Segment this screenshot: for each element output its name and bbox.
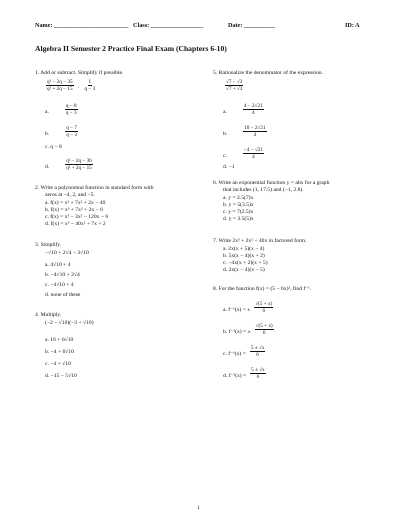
question-5-stem: 5. Rationalize the denominator of the expression. (213, 70, 323, 76)
question-1-expression (46, 76, 96, 94)
name-field: Name: ________________________ (35, 22, 129, 29)
q5-c-den: 4 (252, 153, 255, 160)
q8-d-den: 6 (256, 373, 260, 380)
q5-option-a (223, 100, 264, 118)
q4-option-a: a. 16 + 6√10 (45, 337, 74, 343)
q5-b-num: 10 − 2√21 (244, 124, 266, 131)
q1-expr-den1: q² + 2q − 15 (47, 85, 73, 92)
question-8-stem: 8. For the function f(x) = (5 − 6x)², find f⁻¹. (213, 286, 312, 292)
q6-option-b: b. y = 5(3.5)x (223, 202, 254, 208)
date-field: Date: __________ (228, 22, 275, 29)
q5-c-label: c. (223, 153, 227, 159)
q1-a-label: a. (45, 109, 49, 115)
q1-option-c: c. q − 8 (45, 144, 62, 150)
q8-option-d (223, 364, 266, 382)
question-2-stem-2: zeros at −4, 2, and −5. (45, 192, 95, 198)
q7-option-b: b. 5x(x − 4)(x + 2) (223, 253, 265, 259)
question-3-stem: 3. Simplify. (35, 242, 62, 248)
q8-d-num: 5 ± √x (251, 366, 265, 373)
q8-option-a (223, 298, 273, 316)
q1-a-den: q − 3 (65, 109, 77, 116)
question-4-expression: (−2 − √10)(−3 + √10) (45, 320, 94, 326)
q2-option-d: d. f(x) = x³ − 40x² + 7x + 2 (45, 221, 106, 227)
q8-d-label: d. f⁻¹(x) = (223, 373, 247, 379)
q5-b-den: 4 (253, 131, 257, 138)
class-field: Class: _________________ (133, 22, 204, 29)
q1-d-den: q² + 2q − 15 (66, 164, 92, 171)
q3-option-b: b. −4√10 + 2√4 (45, 272, 80, 278)
q6-option-a: a. y = 2.5(7)x (223, 195, 254, 201)
id-field: ID: A (345, 22, 360, 29)
q5-option-c (223, 144, 264, 162)
question-5-expression (225, 76, 243, 94)
q8-a-num: √(5 + x) (255, 300, 273, 307)
q8-b-num: √(5 + x) (255, 322, 273, 329)
exam-title: Algebra II Semester 2 Practice Final Exam (Chapters 6-10) (35, 44, 227, 53)
q8-a-den: 6 (262, 307, 266, 314)
q1-expr-num1: q² − 2q − 35 (47, 78, 73, 85)
q5-b-label: b. (223, 131, 228, 137)
q4-option-b: b. −4 + 6√10 (45, 349, 74, 355)
q7-option-a: a. 2x(x + 5)(x − 4) (223, 246, 265, 252)
q4-option-d: d. −15 − 5√10 (45, 373, 77, 379)
q8-c-label: c. f⁻¹(x) = (223, 351, 246, 357)
q8-option-c (223, 342, 265, 360)
q1-option-a (45, 100, 78, 118)
q5-expr-num: √7 − √3 (226, 78, 243, 85)
q1-d-num: q² − 2q − 36 (66, 157, 92, 164)
q5-a-num: 4 − 2√21 (243, 102, 263, 109)
q8-b-label: b. f⁻¹(x) = ± (223, 329, 251, 335)
question-3-expression: −√10 + 2√4 − 3√10 (45, 250, 89, 256)
q3-option-d: d. none of these (45, 292, 81, 298)
q3-option-a: a. 4√10 + 4 (45, 262, 71, 268)
q1-d-label: d. (45, 164, 50, 170)
q1-option-d (45, 155, 93, 173)
question-6-stem: 6. Write an exponential function y = abx for a graph (213, 180, 330, 186)
q7-option-d: d. 2x(x − 4)(x − 5) (223, 267, 265, 273)
question-4-stem: 4. Multiply. (35, 312, 62, 318)
question-1-stem: 1. Add or subtract. Simplify if possible. (35, 70, 124, 76)
q4-option-c: c. −4 + √10 (45, 361, 71, 367)
q1-b-den: q − 3 (66, 131, 77, 138)
q1-expr-op: · (77, 85, 80, 91)
q8-a-label: a. f⁻¹(x) = ± (223, 307, 251, 313)
q5-c-num: −4 − √21 (243, 146, 263, 153)
q6-option-c: c. y = 7(2.5)x (223, 209, 254, 215)
q1-a-num: q − 8 (65, 102, 77, 109)
q1-b-num: q − 7 (66, 124, 77, 131)
page-number: 1 (197, 505, 200, 511)
q8-b-den: 6 (262, 329, 266, 336)
q1-option-b (45, 122, 78, 140)
q3-option-c: c. −4√10 + 4 (45, 282, 74, 288)
q8-c-den: 6 (256, 351, 259, 358)
q7-option-c: c. −4x(x + 2)(x + 5) (223, 260, 268, 266)
question-2-stem: 2. Write a polynomial function in standard form with (35, 185, 154, 191)
q6-option-d: d. y = 3.5(5)x (223, 216, 254, 222)
question-7-stem: 7. Write 2x³ + 2x² − 40x in factored form. (213, 238, 307, 244)
q8-c-num: 5 ± √x (250, 344, 265, 351)
q2-option-b: b. f(x) = x³ + 7x² + 2x − 6 (45, 207, 103, 213)
q2-option-a: a. f(x) = x³ + 7x² + 2x − 40 (45, 200, 106, 206)
q1-expr-den2: q − 3 (84, 85, 96, 92)
q5-option-b (223, 122, 267, 140)
q2-option-c: c. f(x) = x³ − 3x² − 120x − 6 (45, 214, 109, 220)
q5-option-d: d. −1 (223, 164, 235, 170)
q5-a-den: 4 (251, 109, 255, 116)
question-6-stem-2: that includes (1, 17.5) and (−1, 2.8). (223, 187, 304, 193)
q5-expr-den: √7 + √3 (226, 85, 243, 92)
q1-b-label: b. (45, 131, 50, 137)
q8-option-b (223, 320, 274, 338)
q1-expr-num2: 1 (88, 78, 92, 85)
q5-a-label: a. (223, 109, 227, 115)
